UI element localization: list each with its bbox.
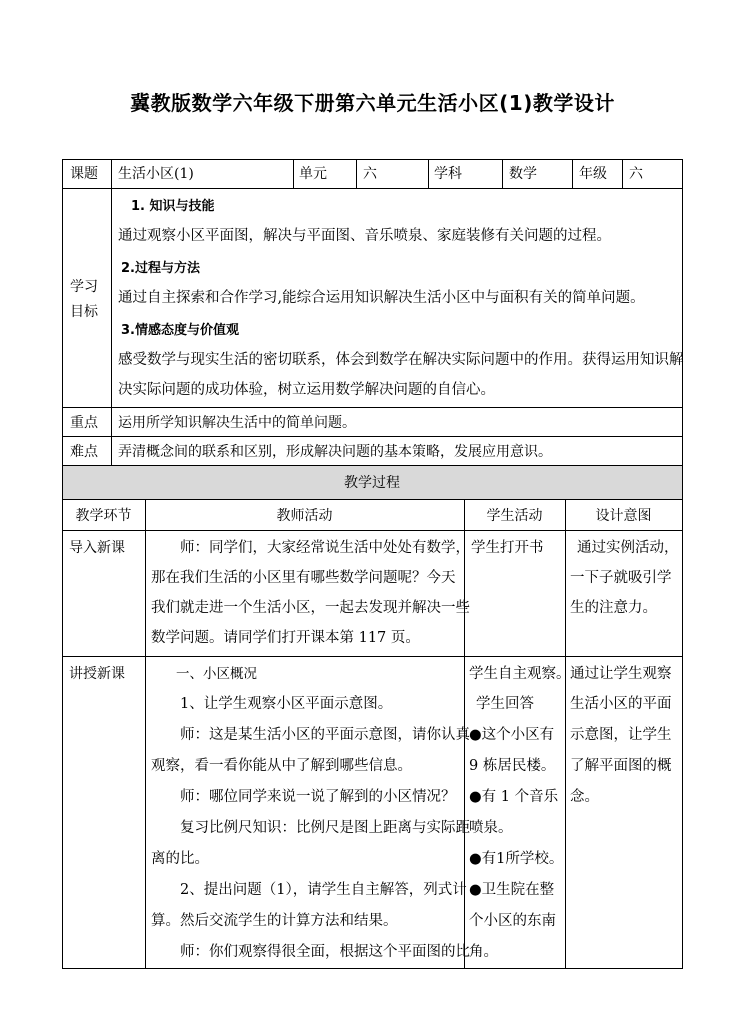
key-point-label: 重点: [70, 415, 98, 431]
grid-line: [682, 465, 683, 969]
unit-label: 单元: [299, 166, 327, 182]
col-teacher-header: 教师活动: [276, 508, 333, 524]
grid-line: [62, 499, 683, 500]
grid-line: [502, 159, 503, 188]
teach-teacher-line: 2、提出问题（1），请学生自主解答，列式计: [180, 882, 467, 898]
goals-label-line1: 学习: [70, 279, 98, 295]
intro-teacher-line: 数学问题。请同学们打开课本第 117 页。: [151, 630, 420, 646]
intro-teacher-line: 那在我们生活的小区里有哪些数学问题呢？今天: [151, 570, 456, 586]
teach-stage: 讲授新课: [69, 666, 125, 682]
goals-heading-knowledge: 1. 知识与技能: [131, 199, 215, 214]
goals-heading-process: 2.过程与方法: [121, 261, 200, 276]
goals-text-knowledge: 通过观察小区平面图，解决与平面图、音乐喷泉、家庭装修有关问题的过程。: [118, 228, 611, 244]
grid-line: [62, 436, 683, 437]
grid-line: [111, 159, 112, 465]
col-stage-header: 教学环节: [75, 508, 132, 524]
goals-text-process: 通过自主探索和合作学习,能综合运用知识解决生活小区中与面积有关的简单问题。: [118, 290, 645, 306]
intro-intent-line: 生的注意力。: [570, 600, 657, 616]
goals-label-line2: 目标: [70, 304, 98, 320]
subject-label: 学科: [434, 166, 462, 182]
intro-stage: 导入新课: [69, 540, 125, 556]
teach-teacher-line: 1、让学生观察小区平面示意图。: [180, 696, 393, 712]
grid-line: [356, 159, 357, 188]
teach-intent-line: 通过让学生观察: [570, 666, 672, 682]
unit-value: 六: [363, 166, 377, 182]
grid-line: [62, 159, 63, 465]
intro-intent-line: 一下子就吸引学: [570, 570, 672, 586]
grid-line: [62, 159, 683, 160]
grid-line: [145, 499, 146, 969]
grid-line: [428, 159, 429, 188]
teach-student-line: ●有1所学校。: [469, 851, 564, 867]
teach-teacher-line: 观察，看一看你能从中了解到哪些信息。: [151, 758, 412, 774]
teach-student-line: ●卫生院在整: [469, 882, 555, 898]
teach-student-line: ●有 1 个音乐: [469, 789, 559, 805]
grid-line: [62, 530, 683, 531]
process-header: 教学过程: [344, 475, 400, 491]
grade-value: 六: [629, 166, 643, 182]
grid-line: [682, 159, 683, 465]
col-intent-header: 设计意图: [595, 508, 652, 524]
teach-intent-line: 念。: [570, 789, 599, 805]
goals-text-attitude-line1: 感受数学与现实生活的密切联系，体会到数学在解决实际问题中的作用。获得运用知识解: [118, 352, 684, 368]
document-title: 冀教版数学六年级下册第六单元生活小区(1)教学设计: [130, 91, 615, 115]
intro-teacher-line: 师：同学们，大家经常说生活中处处有数学，: [180, 540, 470, 556]
teach-student-line: 喷泉。: [469, 820, 513, 836]
teach-teacher-line: 一、小区概况: [176, 666, 257, 682]
intro-student-line: 学生打开书: [471, 540, 544, 556]
grid-line: [293, 159, 294, 188]
lesson-label: 课题: [70, 166, 98, 182]
difficulty-text: 弄清概念间的联系和区别，形成解决问题的基本策略，发展应用意识。: [118, 444, 552, 460]
teach-student-line: ●这个小区有: [469, 727, 555, 743]
grid-line: [572, 159, 573, 188]
teach-teacher-line: 离的比。: [151, 851, 209, 867]
teach-student-line: 9 栋居民楼。: [469, 758, 556, 774]
grid-line: [62, 407, 683, 408]
grid-line: [622, 159, 623, 188]
teach-intent-line: 了解平面图的概: [570, 758, 672, 774]
intro-intent-line: 通过实例活动，: [577, 540, 679, 556]
difficulty-label: 难点: [70, 444, 98, 460]
lesson-value: 生活小区(1): [118, 166, 194, 182]
teach-student-line: 角。: [469, 944, 498, 960]
col-student-header: 学生活动: [486, 508, 543, 524]
teach-teacher-line: 算。然后交流学生的计算方法和结果。: [151, 913, 398, 929]
goals-text-attitude-line2: 决实际问题的成功体验，树立运用数学解决问题的自信心。: [118, 382, 495, 398]
grid-line: [62, 188, 683, 189]
teach-student-line: 学生自主观察。: [469, 666, 571, 682]
grade-label: 年级: [579, 166, 607, 182]
teach-student-line: 学生回答: [476, 696, 534, 712]
goals-heading-attitude: 3.情感态度与价值观: [121, 323, 239, 338]
intro-teacher-line: 我们就走进一个生活小区，一起去发现并解决一些: [151, 600, 470, 616]
teach-teacher-line: 复习比例尺知识：比例尺是图上距离与实际距: [180, 820, 470, 836]
teach-intent-line: 生活小区的平面: [570, 696, 672, 712]
grid-line: [62, 968, 683, 969]
grid-line: [62, 656, 683, 657]
teach-student-line: 个小区的东南: [469, 913, 556, 929]
teach-teacher-line: 师：这是某生活小区的平面示意图，请你认真: [180, 727, 470, 743]
key-point-text: 运用所学知识解决生活中的简单问题。: [118, 415, 356, 431]
subject-value: 数学: [509, 166, 537, 182]
teach-intent-line: 示意图，让学生: [570, 727, 672, 743]
grid-line: [62, 465, 63, 969]
grid-line: [565, 499, 566, 969]
teach-teacher-line: 师：哪位同学来说一说了解到的小区情况？: [180, 789, 456, 805]
teach-teacher-line: 师：你们观察得很全面，根据这个平面图的比: [180, 944, 470, 960]
